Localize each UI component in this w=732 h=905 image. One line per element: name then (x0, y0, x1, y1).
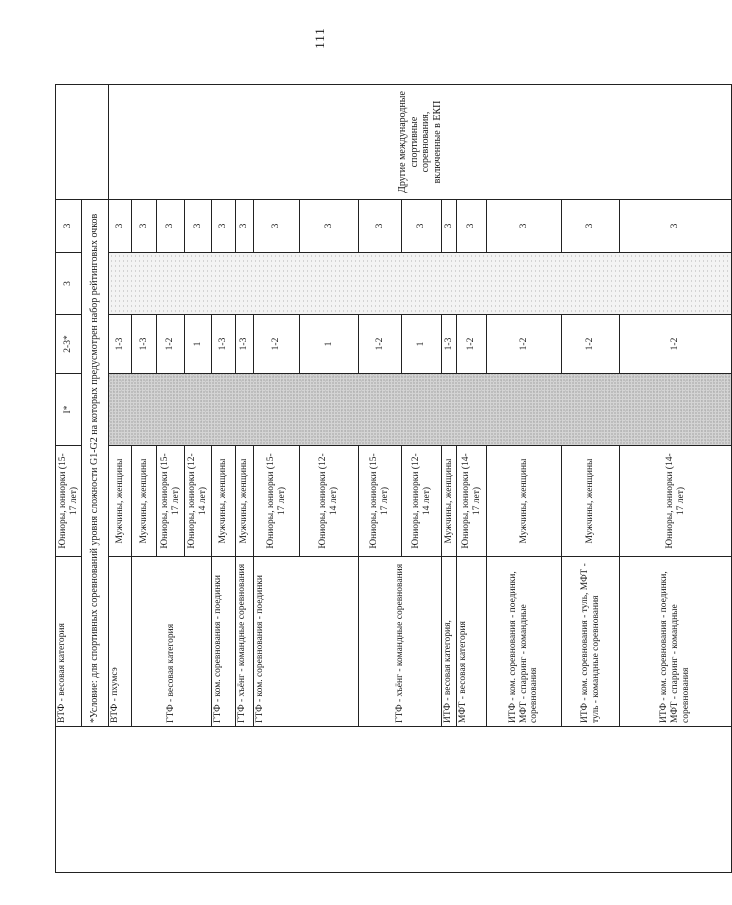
discipline-cell: ВТФ - весовая категория (56, 557, 82, 727)
rank-cell: 3 (157, 200, 185, 253)
rank-cell: 1-2 (254, 315, 300, 374)
discipline-cell: ГТФ - хъёнг - командные соревнования (359, 557, 442, 727)
rank-cell: 1-2 (457, 315, 487, 374)
rank-cell: 1-3 (442, 315, 457, 374)
blank-left-cell (56, 727, 732, 873)
rank-cell: 3 (562, 200, 620, 253)
rank-cell: 2-3* (56, 315, 82, 374)
rank-cell: 3 (359, 200, 402, 253)
rank-cell: 3 (442, 200, 457, 253)
page-number: 111 (311, 27, 327, 49)
rank-cell: 3 (254, 200, 300, 253)
participants-cell: Мужчины, женщины (132, 446, 157, 557)
participants-cell: Юниоры, юниорки (12-14 лет) (185, 446, 212, 557)
rank-cell: 1-3 (109, 315, 132, 374)
rank-cell: 3 (109, 200, 132, 253)
rank-cell: 1-3 (132, 315, 157, 374)
participants-cell: Юниоры, юниорки (15-17 лет) (254, 446, 300, 557)
discipline-cell: ВТФ - пхумсэ (109, 557, 132, 727)
rank-cell: 3 (457, 200, 487, 253)
participants-cell: Юниоры, юниорки (12-14 лет) (402, 446, 442, 557)
discipline-cell: ИТФ - ком. соревнования - поединки, МФТ - спарринг - командные соревнования (620, 557, 732, 727)
shaded-cell (109, 374, 732, 446)
rank-cell: 3 (185, 200, 212, 253)
rank-cell: 1 (402, 315, 442, 374)
shaded-cell (109, 253, 732, 315)
rank-cell: 1-2 (620, 315, 732, 374)
participants-cell: Мужчины, женщины (109, 446, 132, 557)
participants-cell: Юниоры, юниорки (15-17 лет) (157, 446, 185, 557)
participants-cell: Юниоры, юниорки (15-17 лет) (359, 446, 402, 557)
sports-table (55, 84, 732, 873)
participants-cell: Юниоры, юниорки (12-14 лет) (300, 446, 359, 557)
participants-cell: Юниоры, юниорки (14-17 лет) (620, 446, 732, 557)
rank-cell: 3 (487, 200, 562, 253)
rank-cell: 1 (300, 315, 359, 374)
rotated-table-sheet (55, 85, 691, 873)
group-label: Другие международные спортивные соревнования, включенные в ЕКП (109, 85, 732, 200)
discipline-cell: ГТФ - хъёнг - командные соревнования (236, 557, 254, 727)
rank-cell: 1-2 (359, 315, 402, 374)
participants-cell: Мужчины, женщины (442, 446, 457, 557)
rank-cell: 1-2 (157, 315, 185, 374)
rank-cell: 1-2 (487, 315, 562, 374)
participants-cell: Мужчины, женщины (562, 446, 620, 557)
rank-cell: 3 (56, 200, 82, 253)
discipline-cell: ИТФ - ком. соревнования - поединки, МФТ - спарринг - командные соревнования (487, 557, 562, 727)
rank-cell: 3 (402, 200, 442, 253)
rank-cell: 1-2 (562, 315, 620, 374)
condition-note: *Условие: для спортивных соревнований уровня сложности G1-G2 на которых предусмотрен набор рейтинговых очков (82, 200, 109, 727)
discipline-cell: ГТФ - весовая категория (132, 557, 212, 727)
rank-cell: 3 (236, 200, 254, 253)
participants-cell: Мужчины, женщины (236, 446, 254, 557)
blank-right-cell (56, 85, 109, 200)
participants-cell: Мужчины, женщины (212, 446, 236, 557)
rank-cell: 1-3 (212, 315, 236, 374)
rank-cell: 3 (620, 200, 732, 253)
participants-cell: Юниоры, юниорки (15-17 лет) (56, 446, 82, 557)
discipline-cell: ИТФ - ком. соревнования - туль, МФТ - туль - командные соревнования (562, 557, 620, 727)
rank-cell: 1 (185, 315, 212, 374)
discipline-cell: ГТФ - ком. соревнования - поединки (254, 557, 359, 727)
rank-cell: I* (56, 374, 82, 446)
discipline-cell: ГТФ - ком. соревнования - поединки (212, 557, 236, 727)
rank-cell: 3 (132, 200, 157, 253)
rank-cell: 3 (212, 200, 236, 253)
rank-cell: 1-3 (236, 315, 254, 374)
participants-cell: Мужчины, женщины (487, 446, 562, 557)
rank-cell: 3 (300, 200, 359, 253)
discipline-cell: МФТ - весовая категория (457, 557, 487, 727)
rank-cell: 3 (56, 253, 82, 315)
participants-cell: Юниоры, юниорки (14-17 лет) (457, 446, 487, 557)
discipline-cell: ИТФ - весовая категория, (442, 557, 457, 727)
